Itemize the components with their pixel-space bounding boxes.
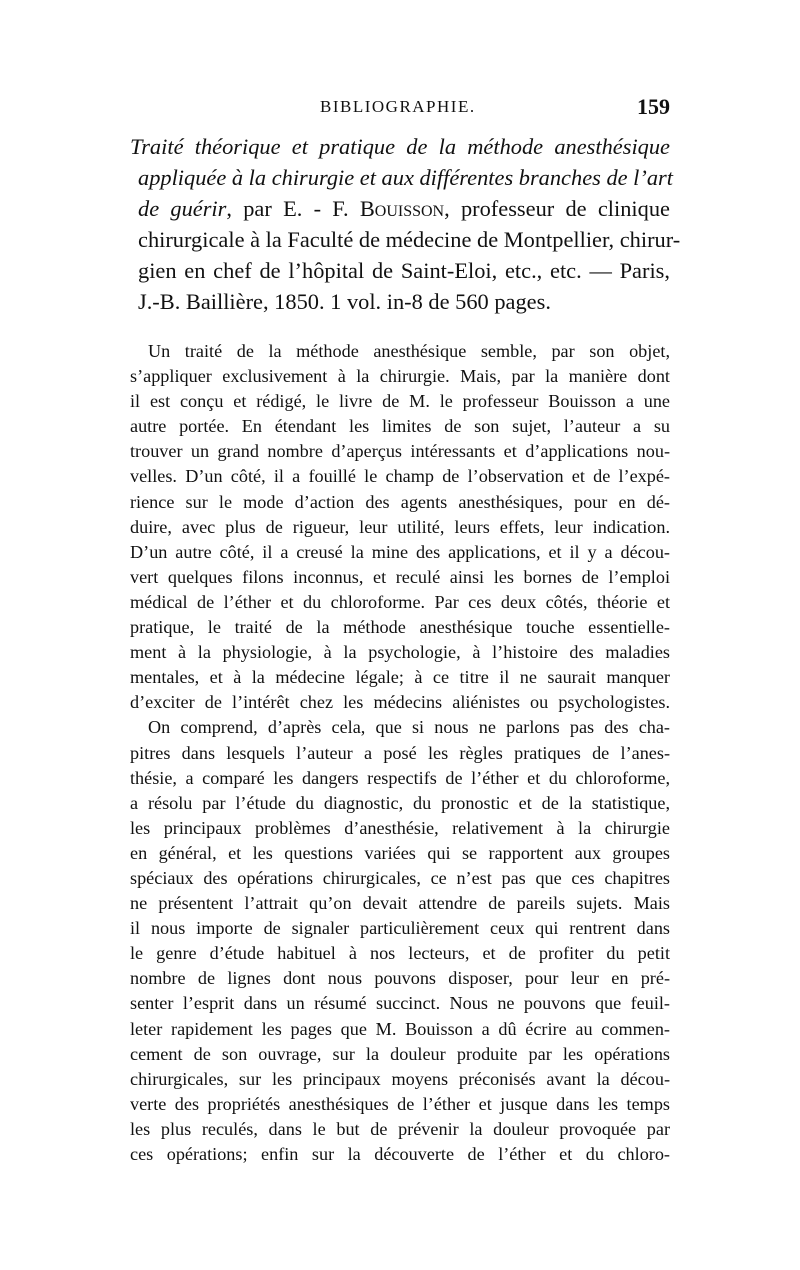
page-number: 159 <box>637 94 670 119</box>
running-title: BIBLIOGRAPHIE. <box>320 97 476 116</box>
body-line: ne présentent l’attrait qu’on devait attendre de pareils sujets. Mais <box>130 893 670 914</box>
entry-text-run: gien en chef de l’hôpital de Saint-Eloi, etc., etc. — Paris, <box>138 258 670 283</box>
entry-line <box>130 162 673 193</box>
body-line: autre portée. En étendant les limites de son sujet, l’auteur a su <box>130 416 670 437</box>
entry-text-run: , professeur de clinique <box>444 196 670 221</box>
entry-text-run: de guérir <box>138 196 227 221</box>
body-line: a résolu par l’étude du diagnostic, du pronostic et de la statistique, <box>130 792 670 813</box>
body-line: trouver un grand nombre d’aperçus intéressants et d’applications nou- <box>130 441 670 462</box>
body-line: velles. D’un côté, il a fouillé le champ de l’observation et de l’expé- <box>130 466 670 487</box>
body-line: d’exciter de l’intérêt chez les médecins aliénistes ou psychologistes. <box>130 692 670 713</box>
body-line: D’un autre côté, il a creusé la mine des applications, et il y a décou- <box>130 541 670 562</box>
entry-text-run: Traité théorique et pratique de la méthode anesthésique <box>130 134 670 159</box>
entry-text-run: Bouisson <box>359 196 445 221</box>
entry-text-run: chirurgicale à la Faculté de médecine de Montpellier, chirur- <box>138 227 681 252</box>
body-line: On comprend, d’après cela, que si nous ne parlons pas des cha- <box>148 717 670 738</box>
entry-text-run: appliquée à la chirurgie et aux différentes branches de l’art <box>138 165 673 190</box>
body-line: rience sur le mode d’action des agents anesthésiques, pour en dé- <box>130 491 670 512</box>
body-line: pitres dans lesquels l’auteur a posé les règles pratiques de l’anes- <box>130 742 670 763</box>
body-line: les principaux problèmes d’anesthésie, relativement à la chirurgie <box>130 817 670 838</box>
body-line: Un traité de la méthode anesthésique semble, par son objet, <box>148 341 670 361</box>
entry-line <box>130 224 681 255</box>
body-line: médical de l’éther et du chloroforme. Par ces deux côtés, théorie et <box>130 591 670 612</box>
body-line: en général, et les questions variées qui se rapportent aux groupes <box>130 842 670 863</box>
review-text <box>130 339 670 1167</box>
body-line: cement de son ouvrage, sur la douleur produite par les opérations <box>130 1043 670 1064</box>
body-line: il est conçu et rédigé, le livre de M. le professeur Bouisson a une <box>130 391 670 412</box>
body-line: verte des propriétés anesthésiques de l’éther et jusque dans les temps <box>130 1093 670 1114</box>
body-line: mentales, et à la médecine légale; à ce titre il ne saurait manquer <box>130 667 670 688</box>
entry-line <box>130 286 670 317</box>
body-line: vert quelques filons inconnus, et reculé ainsi les bornes de l’emploi <box>130 566 670 587</box>
body-line: leter rapidement les pages que M. Bouisson a dû écrire au commen- <box>130 1018 670 1039</box>
body-line: spéciaux des opérations chirurgicales, ce n’est pas que ces chapitres <box>130 867 670 888</box>
body-line: le genre d’étude habituel à nos lecteurs, et de profiter du petit <box>130 943 670 964</box>
body-line: chirurgicales, sur les principaux moyens préconisés avant la décou- <box>130 1068 670 1089</box>
body-line: thésie, a comparé les dangers respectifs de l’éther et du chloroforme, <box>130 767 670 788</box>
entry-line <box>130 255 670 286</box>
body-line: duire, avec plus de rigueur, leur utilité, leurs effets, leur indication. <box>130 516 670 537</box>
body-line: s’appliquer exclusivement à la chirurgie. Mais, par la manière dont <box>130 366 670 387</box>
body-line: pratique, le traité de la méthode anesthésique touche essentielle- <box>130 617 670 638</box>
running-head <box>130 94 670 120</box>
body-line: nombre de lignes dont nous pouvons disposer, pour leur en pré- <box>130 968 670 989</box>
entry-line <box>130 193 670 224</box>
body-line: il nous importe de signaler particulièrement ceux qui rentrent dans <box>130 918 670 939</box>
entry-line <box>130 131 670 162</box>
entry-text-run: , par E. - F. <box>226 196 360 221</box>
body-line: ment à la physiologie, à la psychologie, à l’histoire des maladies <box>130 642 670 663</box>
body-line: les plus reculés, dans le but de prévenir la douleur provoquée par <box>130 1118 670 1139</box>
body-line: senter l’esprit dans un résumé succinct. Nous ne pouvons que feuil- <box>130 993 670 1014</box>
entry-text-run: J.-B. Baillière, 1850. 1 vol. in-8 de 560 pages. <box>138 289 551 314</box>
bibliographic-entry <box>130 131 681 317</box>
body-line: ces opérations; enfin sur la découverte de l’éther et du chloro- <box>130 1144 670 1164</box>
